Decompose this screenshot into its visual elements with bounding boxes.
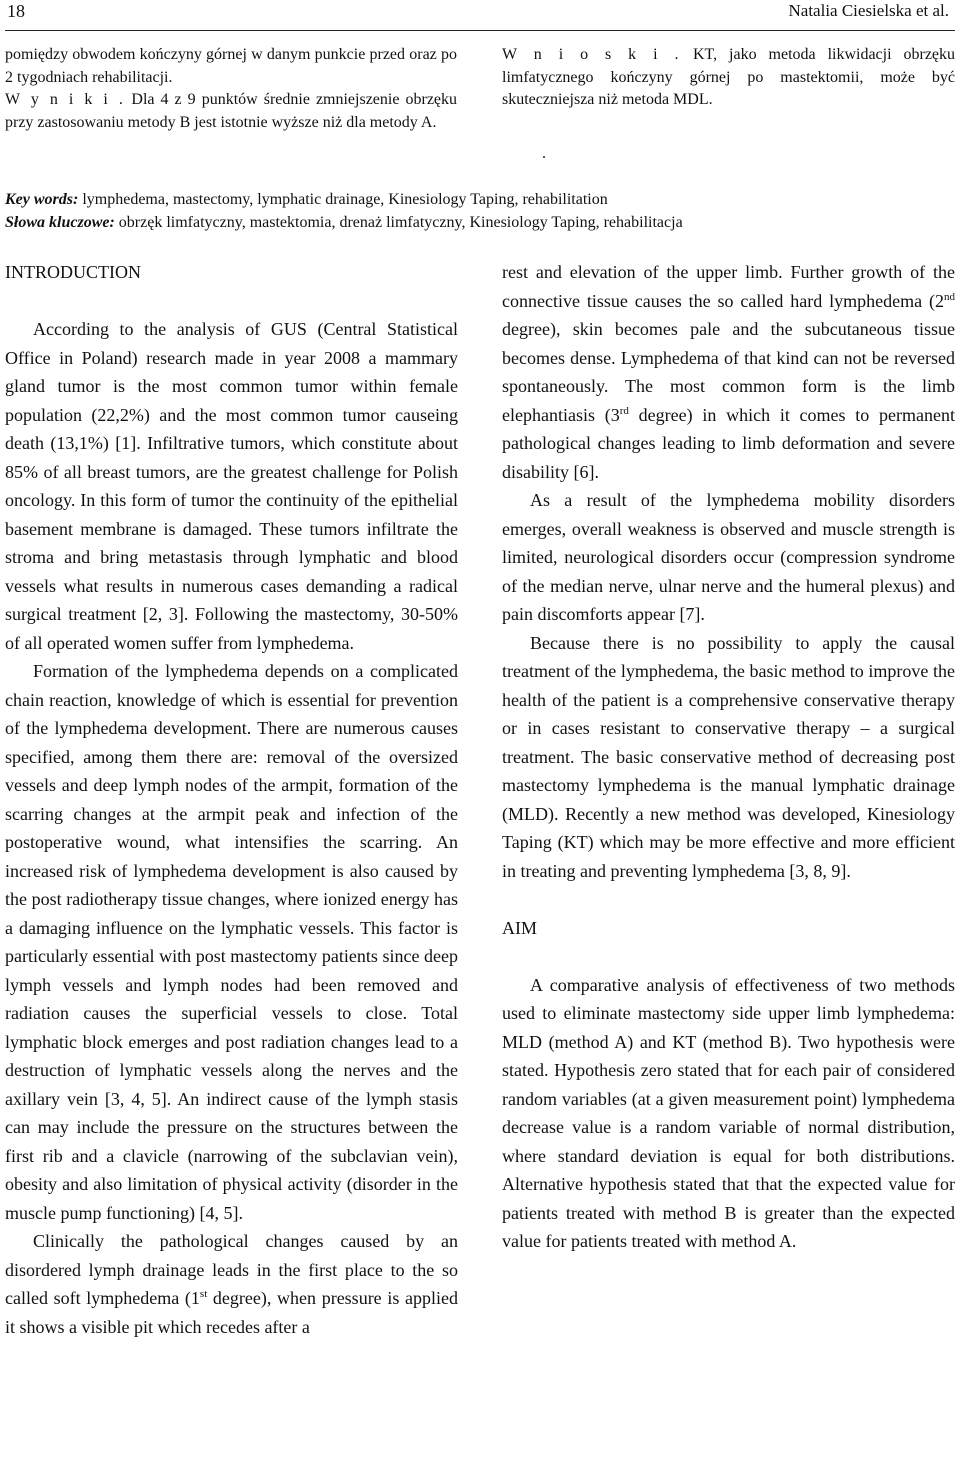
introduction-heading: INTRODUCTION — [5, 262, 141, 282]
abstract-results — [5, 89, 457, 134]
conclusions-text: KT, jako metoda likwidacji obrzęku limfatycznego kończyny górnej po mastektomii, może być skuteczniejsza niż metoda MDL. — [502, 46, 956, 109]
p3c-text-b: degree), skin becomes pale and the subcutaneous tissue becomes dense. Lymphedema of that kind can not be reversed spontaneously. The most common form is the limb elephantiasis (3 — [502, 319, 955, 425]
abstract-methods-end: pomiędzy obwodem kończyny górnej w danym punkcie przed oraz po 2 tygodniach rehabilitacji. — [5, 46, 457, 86]
p3c-sup-1: nd — [944, 290, 955, 303]
keywords-pl — [5, 212, 955, 234]
conclusions-label: W n i o s k i . — [502, 46, 682, 63]
p3-sup: st — [199, 1288, 208, 1300]
keywords-en-label: Key words: — [5, 191, 79, 208]
p3-text-a: Clinically the pathological changes caused by an disordered lymph drainage leads in the first place to the so called soft lymphedema (1 — [5, 1231, 458, 1308]
body-left-column — [5, 258, 458, 1341]
stray-dot: . — [542, 145, 546, 162]
aim-heading: AIM — [502, 917, 537, 938]
p3c-sup-2: rd — [619, 404, 629, 417]
results-label: W y n i k i . — [5, 91, 126, 109]
intro-paragraph-1: According to the analysis of GUS (Central Statistical Office in Poland) research made in year 2008 a mammary gland tumor is the most common tumor within female population (22,2%) and the most common tumor causeing death (13,1%) [1]. Infiltrative tumors, which constitute about 85% of all breast tumors, are the greatest challenge for Polish oncology. In this form of tumor the continuity of the epithelial basement membrane is damaged. These tumors infiltrate the stroma and bring metastasis through lymphatic and blood vessels what results in numerous cases demanding a radical surgical treatment [2, 3]. Following the mastectomy, 30-50% of all operated women suffer from lymphedema. — [5, 319, 458, 653]
running-authors: Natalia Ciesielska et al. — [788, 1, 949, 20]
page-number: 18 — [7, 1, 25, 21]
keywords-pl-label: Słowa kluczowe: — [5, 214, 115, 231]
intro-paragraph-2: Formation of the lymphedema depends on a complicated chain reaction, knowledge of which is essential for prevention of the lymphedema development. There are numerous causes specified, among them there are: removal of the oversized vessels and deep lymph nodes of the armpit, formation of the scarring changes at the armpit peak and infection of the postoperative wound, what intensifies the scarring. An increased risk of lymphedema development is also caused by the post radiotherapy tissue changes, where ionized energy has a damaging influence on the lymphatic vessels. This factor is particularly essential with post mastectomy patients since deep lymph vessels and lymph nodes had been removed and radiation causes the superficial vessels to close. Total lymphatic block emerges and post radiation changes lead to a destruction of lymphatic vessels along the nerves and the axillary vein [3, 4, 5]. An indirect cause of the lymph stasis can may include the pressure on the structures between the first rib and a clavicle (narrowing of the subclavian vein), obesity and also limitation of physical activity (disorder in the muscle pump functioning) [4, 5]. — [5, 661, 458, 1223]
p3c-text-a: rest and elevation of the upper limb. Further growth of the connective tissue causes the so called hard lymphedema (2 — [502, 262, 955, 311]
results-text: Dla 4 z 9 punktów średnie zmniejszenie obrzęku przy zastosowaniu metody B jest istotnie wyższe niż dla metody A. — [5, 91, 458, 131]
intro-paragraph-5: Because there is no possibility to apply the causal treatment of the lymphedema, the basic method to improve the health of the patient is a comprehensive conservative therapy or in cases resistant to conservative therapy – a surgical treatment. The basic conservative method of decreasing post mastectomy lymphedema is the manual lymphatic drainage (MLD). Recently a new method was developed, Kinesiology Taping (KT) which may be more effective and more efficient in treating and preventing lymphedema [3, 8, 9]. — [502, 632, 955, 881]
keywords-en — [5, 189, 955, 211]
abstract-conclusions — [502, 44, 955, 112]
keywords-en-text: lymphedema, mastectomy, lymphatic drainage, Kinesiology Taping, rehabilitation — [82, 191, 608, 208]
body-right-column — [502, 258, 955, 1256]
intro-paragraph-3-cont — [502, 258, 955, 486]
intro-paragraph-4: As a result of the lymphedema mobility disorders emerges, overall weakness is observed and muscle strength is limited, neurological disorders occur (compression syndrome of the median nerve, ulnar nerve and the humeral plexus) and pain discomforts appear [7]. — [502, 490, 955, 624]
running-header — [5, 0, 955, 31]
keywords-pl-text: obrzęk limfatyczny, mastektomia, drenaż limfatyczny, Kinesiology Taping, rehabilitacja — [118, 214, 683, 231]
p3c-text-c: degree) in which it comes to permanent pathological changes leading to limb deformation and severe disability [6]. — [502, 404, 955, 482]
aim-paragraph: A comparative analysis of effectiveness of two methods used to eliminate mastectomy side upper limb lymphedema: MLD (method A) and KT (method B). Two hypothesis were stated. Hypothesis zero stated that for each pair of considered random variables (at a given measurement point) lymphedema decrease value is a random variable of normal distribution, where standard deviation is equal for both distributions. Alternative hypothesis stated that that the expected value for patients treated with method B is greater than the expected value for patients treated with method A. — [502, 974, 955, 1251]
intro-paragraph-3 — [5, 1227, 458, 1341]
p3-text-b: degree), when pressure is applied it shows a visible pit which recedes after a — [5, 1288, 458, 1337]
abstract-left-column — [5, 44, 457, 134]
